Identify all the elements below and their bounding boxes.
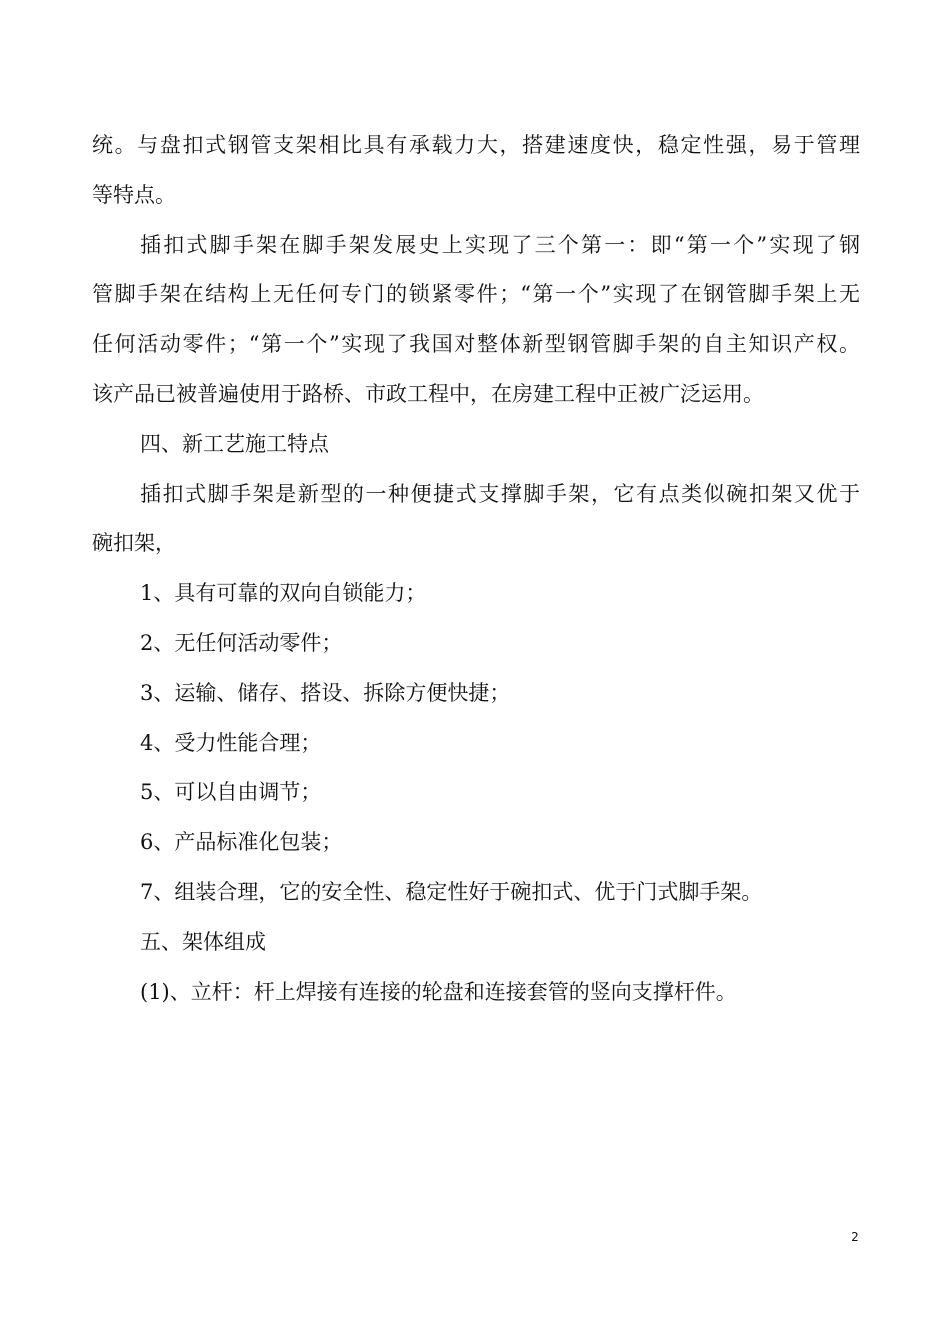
document-body xyxy=(92,121,860,1017)
section-heading-4: 四、新工艺施工特点 xyxy=(140,431,329,456)
paragraph-line-3: 插扣式脚手架在脚手架发展史上实现了三个第一：即“第一个”实现了钢 xyxy=(140,232,860,257)
list-item-1: 1、具有可靠的双向自锁能力； xyxy=(140,581,427,606)
list-item-4: 4、受力性能合理； xyxy=(140,730,322,755)
list-item-3: 3、运输、储存、搭设、拆除方便快捷； xyxy=(140,680,511,705)
section-heading-5: 五、架体组成 xyxy=(140,929,266,954)
paragraph-line-4: 管脚手架在结构上无任何专门的锁紧零件；“第一个”实现了在钢管脚手架上无 xyxy=(92,282,860,307)
page-number: 2 xyxy=(851,1230,859,1244)
paragraph-line-9: 碗扣架， xyxy=(92,531,176,556)
paragraph-line-2: 等特点。 xyxy=(92,182,176,207)
component-item-1: (1)、立杆：杆上焊接有连接的轮盘和连接套管的竖向支撑杆件。 xyxy=(140,979,737,1004)
paragraph-line-1: 统。与盘扣式钢管支架相比具有承载力大，搭建速度快，稳定性强，易于管理 xyxy=(92,133,860,157)
list-item-5: 5、可以自由调节； xyxy=(140,780,322,805)
paragraph-line-6: 该产品已被普遍使用于路桥、市政工程中，在房建工程中正被广泛运用。 xyxy=(92,381,764,406)
paragraph-line-8: 插扣式脚手架是新型的一种便捷式支撑脚手架，它有点类似碗扣架又优于 xyxy=(140,481,860,506)
list-item-7: 7、组装合理，它的安全性、稳定性好于碗扣式、优于门式脚手架。 xyxy=(140,879,763,904)
list-item-2: 2、无任何活动零件； xyxy=(140,630,343,655)
list-item-6: 6、产品标准化包装； xyxy=(140,830,343,855)
paragraph-line-5: 任何活动零件；“第一个”实现了我国对整体新型钢管脚手架的自主知识产权。 xyxy=(92,332,860,357)
